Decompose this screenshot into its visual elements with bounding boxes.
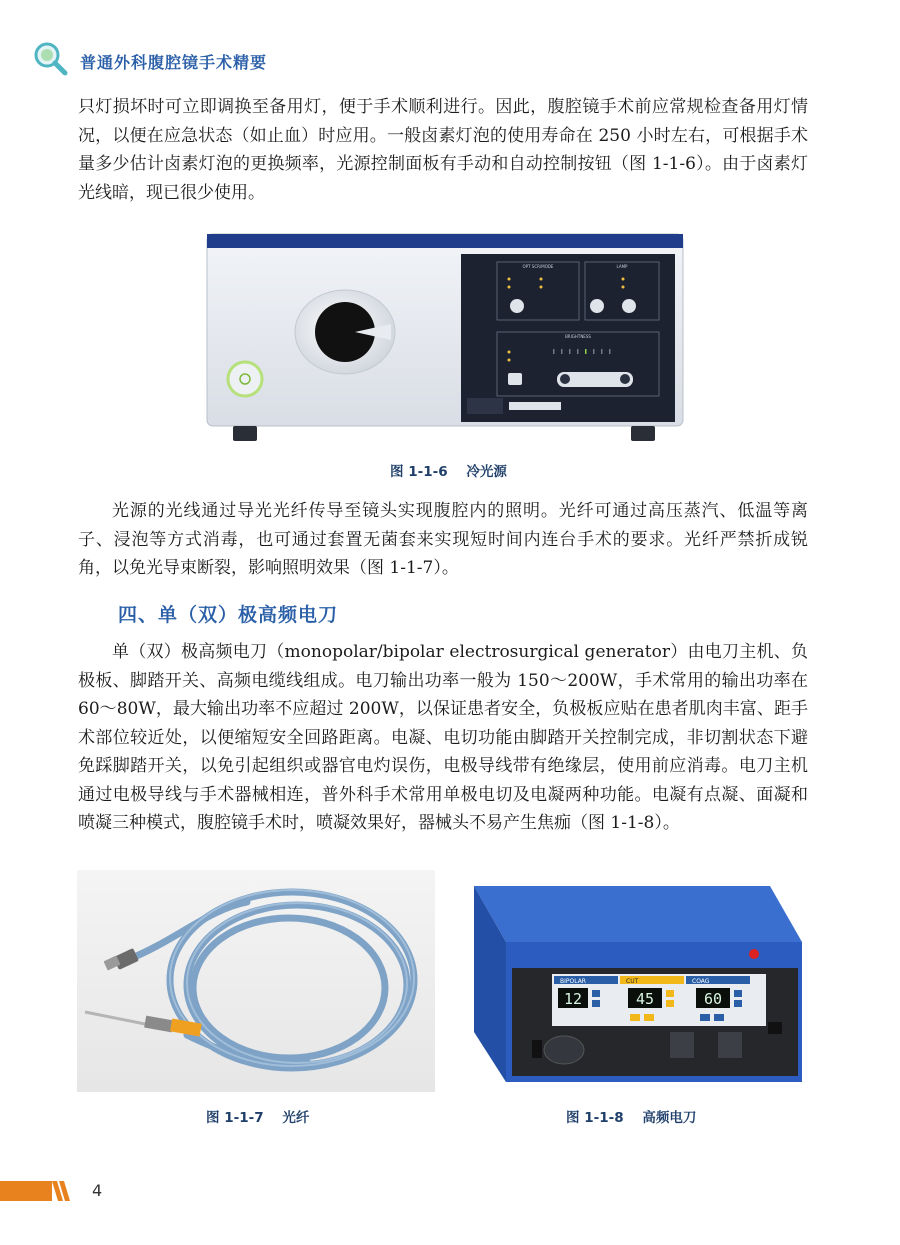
running-header xyxy=(30,38,870,78)
magnifier-logo-icon xyxy=(30,38,70,78)
figure-caption-1-1-7: 图 1-1-7 光纤 xyxy=(206,1110,310,1126)
coag-label: COAG xyxy=(692,978,710,985)
figure-caption-1-1-6: 图 1-1-6 冷光源 xyxy=(390,464,507,480)
bipolar-label: BIPOLAR xyxy=(560,978,586,985)
page-number: 4 xyxy=(92,1181,103,1200)
figure-electrosurgical-unit xyxy=(470,882,805,1094)
footer-stripe-icon xyxy=(0,1181,70,1201)
paragraph-light-source: 只灯损坏时可立即调换至备用灯，便于手术顺利进行。因此，腹腔镜手术前应常规检查备用灯情况，以便在应急状态（如止血）时应用。一般卤素灯泡的使用寿命在 250 小时左右，可根据手术量多少估计卤素灯泡的更换频率，光源控制面板有手动和自动控制按钮（图 1-1-6）。由于卤素灯光线暗，现已很少使用。 xyxy=(78,97,808,203)
panel-label-mode: OPT SCR/MODE xyxy=(522,264,554,269)
paragraph-electrosurgical: 单（双）极高频电刀（monopolar/bipolar electrosurgical generator）由电刀主机、负极板、脚踏开关、高频电缆线组成。电刀输出功率一般为 150～200W，手术常用的输出功率在 60～80W，最大输出功率不应超过 200W，以保证患者安全，负极板应贴在患者肌肉丰富、距手术部位较近处，以便缩短安全回路距离。电凝、电切功能由脚踏开关控制完成，非切割状态下避免踩脚踏开关，以免引起组织或器官电灼误伤，电极导线带有绝缘层，使用前应消毒。电刀主机通过电极导线与手术器械相连，普外科手术常用单极电切及电凝两种功能。电凝有点凝、面凝和喷凝三种模式，腹腔镜手术时，喷凝效果好，器械头不易产生焦痂（图 1-1-8）。 xyxy=(78,642,808,833)
figure-optical-fiber xyxy=(77,870,435,1092)
paragraph-fiber: 光源的光线通过导光光纤传导至镜头实现腹腔内的照明。光纤可通过高压蒸汽、低温等离子、浸泡等方式消毒，也可通过套置无菌套来实现短时间内连台手术的要求。光纤严禁折成锐角，以免光导束断裂，影响照明效果（图 1-1-7）。 xyxy=(78,501,808,578)
bipolar-display: 12 xyxy=(563,990,583,1008)
cut-display: 45 xyxy=(635,990,655,1008)
cut-label: CUT xyxy=(626,978,639,985)
coag-display: 60 xyxy=(703,990,723,1008)
panel-label-lamp: LAMP xyxy=(616,264,628,269)
figure-caption-1-1-8: 图 1-1-8 高频电刀 xyxy=(566,1110,697,1126)
panel-label-brightness: BRIGHTNESS xyxy=(565,334,591,339)
figure-cold-light-source xyxy=(205,232,685,444)
section-heading: 四、单（双）极高频电刀 xyxy=(118,604,339,626)
book-title: 普通外科腹腔镜手术精要 xyxy=(80,53,268,72)
